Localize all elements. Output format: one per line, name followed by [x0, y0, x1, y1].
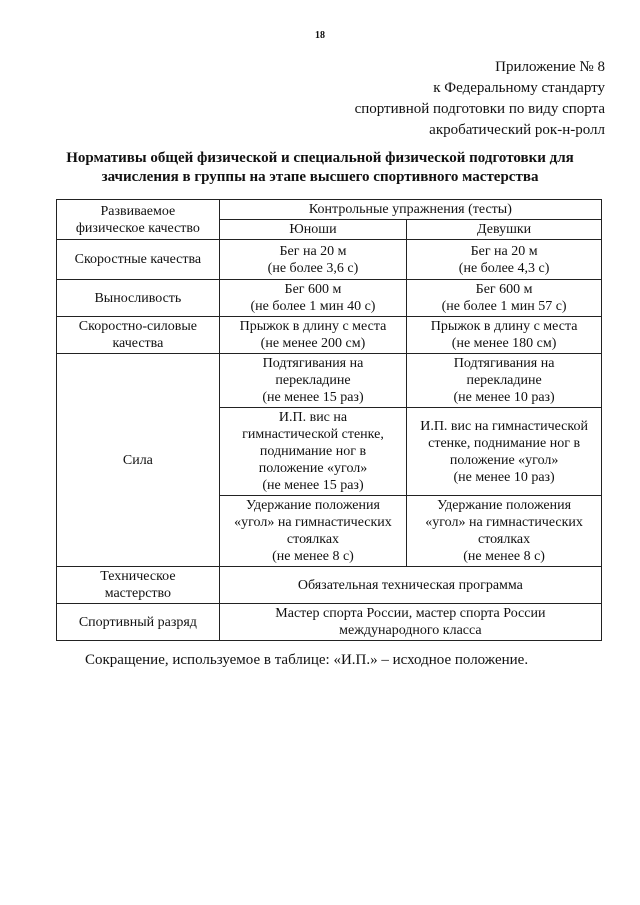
appendix-line: Приложение № 8	[495, 59, 605, 75]
cell-line: (не более 3,6 с)	[267, 260, 359, 276]
table-row	[57, 604, 602, 641]
cell-line: перекладине	[275, 373, 351, 388]
cell-girls	[407, 354, 602, 408]
document-title	[40, 149, 600, 187]
cell-line: (не менее 8 с)	[272, 549, 354, 564]
cell-boys	[219, 280, 406, 317]
row-label-speed: Скоростные качества	[57, 240, 220, 280]
label-line: Техническое	[100, 569, 176, 584]
cell-line: Прыжок в длину с места	[239, 319, 387, 334]
cell-line: Подтягивания на	[453, 356, 555, 371]
cell-line: (не менее 10 раз)	[453, 469, 555, 485]
row-label-endurance: Выносливость	[57, 280, 220, 317]
appendix-line: акробатический рок-н-ролл	[429, 122, 605, 138]
cell-line: стоялках	[478, 532, 531, 547]
header-girls: Девушки	[407, 220, 602, 240]
title-line: Нормативы общей физической и специальной физической подготовки для	[66, 150, 574, 166]
norms-table	[56, 199, 602, 641]
appendix-line: к Федеральному стандарту	[433, 80, 605, 96]
table-header-row	[57, 200, 602, 220]
cell-girls	[407, 496, 602, 567]
cell-line: (не менее 10 раз)	[453, 390, 555, 405]
cell-girls	[407, 408, 602, 496]
header-quality	[57, 200, 220, 240]
table-row	[57, 354, 602, 408]
title-line: зачисления в группы на этапе высшего спортивного мастерства	[101, 169, 539, 185]
cell-line: (не более 1 мин 57 с)	[441, 299, 567, 314]
label-line: Скоростно-силовые	[78, 319, 197, 334]
row-label-speed-strength	[57, 317, 220, 354]
cell-line: стенке, поднимание ног в	[428, 435, 581, 451]
cell-line: «угол» на гимнастических	[234, 515, 392, 530]
cell-line: (не менее 180 см)	[451, 336, 557, 351]
cell-line: перекладине	[466, 373, 542, 388]
cell-line: «угол» на гимнастических	[425, 515, 583, 530]
cell-rank-value	[219, 604, 601, 641]
row-label-strength: Сила	[57, 354, 220, 567]
cell-line: Мастер спорта России, мастер спорта России	[275, 606, 546, 621]
cell-line: Бег на 20 м	[470, 243, 538, 259]
table-row	[57, 317, 602, 354]
header-exercises: Контрольные упражнения (тесты)	[219, 200, 601, 220]
appendix-line: спортивной подготовки по виду спорта	[354, 101, 605, 117]
cell-technical-value: Обязательная техническая программа	[219, 567, 601, 604]
cell-line: гимнастической стенке,	[242, 427, 384, 442]
cell-line: Бег 600 м	[284, 282, 342, 297]
cell-boys	[219, 317, 406, 354]
label-line: мастерство	[104, 586, 172, 601]
table-row	[57, 240, 602, 280]
header-boys: Юноши	[219, 220, 406, 240]
cell-boys	[219, 240, 406, 280]
appendix-header	[355, 57, 605, 141]
cell-line: Удержание положения	[437, 498, 572, 513]
cell-line: И.П. вис на	[278, 410, 348, 425]
cell-boys	[219, 408, 406, 496]
cell-line: И.П. вис на гимнастической	[420, 418, 588, 434]
cell-girls	[407, 240, 602, 280]
header-quality-line: Развиваемое	[100, 203, 176, 219]
cell-line: положение «угол»	[258, 461, 368, 476]
row-label-technical	[57, 567, 220, 604]
cell-line: Прыжок в длину с места	[430, 319, 578, 334]
header-quality-line: физическое качество	[75, 220, 200, 236]
row-label-rank: Спортивный разряд	[57, 604, 220, 641]
cell-line: (не более 4,3 с)	[458, 260, 550, 276]
cell-line: поднимание ног в	[259, 444, 367, 459]
cell-line: Удержание положения	[246, 498, 380, 513]
cell-line: (не менее 200 см)	[260, 336, 366, 351]
cell-line: (не менее 8 с)	[463, 549, 545, 564]
cell-line: (не более 1 мин 40 с)	[250, 299, 376, 314]
cell-line: Бег 600 м	[475, 282, 533, 297]
table-row	[57, 280, 602, 317]
cell-boys	[219, 354, 406, 408]
cell-girls	[407, 317, 602, 354]
page-number: 18	[315, 30, 325, 41]
label-line: качества	[112, 336, 164, 351]
cell-boys	[219, 496, 406, 567]
cell-line: (не менее 15 раз)	[262, 390, 364, 405]
cell-line: Подтягивания на	[262, 356, 364, 371]
cell-line: (не менее 15 раз)	[262, 478, 364, 493]
table-row	[57, 567, 602, 604]
cell-line: международного класса	[339, 623, 482, 638]
cell-line: положение «угол»	[449, 452, 559, 468]
cell-girls	[407, 280, 602, 317]
cell-line: Бег на 20 м	[279, 243, 347, 259]
cell-line: стоялках	[286, 532, 340, 547]
footnote: Сокращение, используемое в таблице: «И.П.» – исходное положение.	[85, 652, 529, 668]
